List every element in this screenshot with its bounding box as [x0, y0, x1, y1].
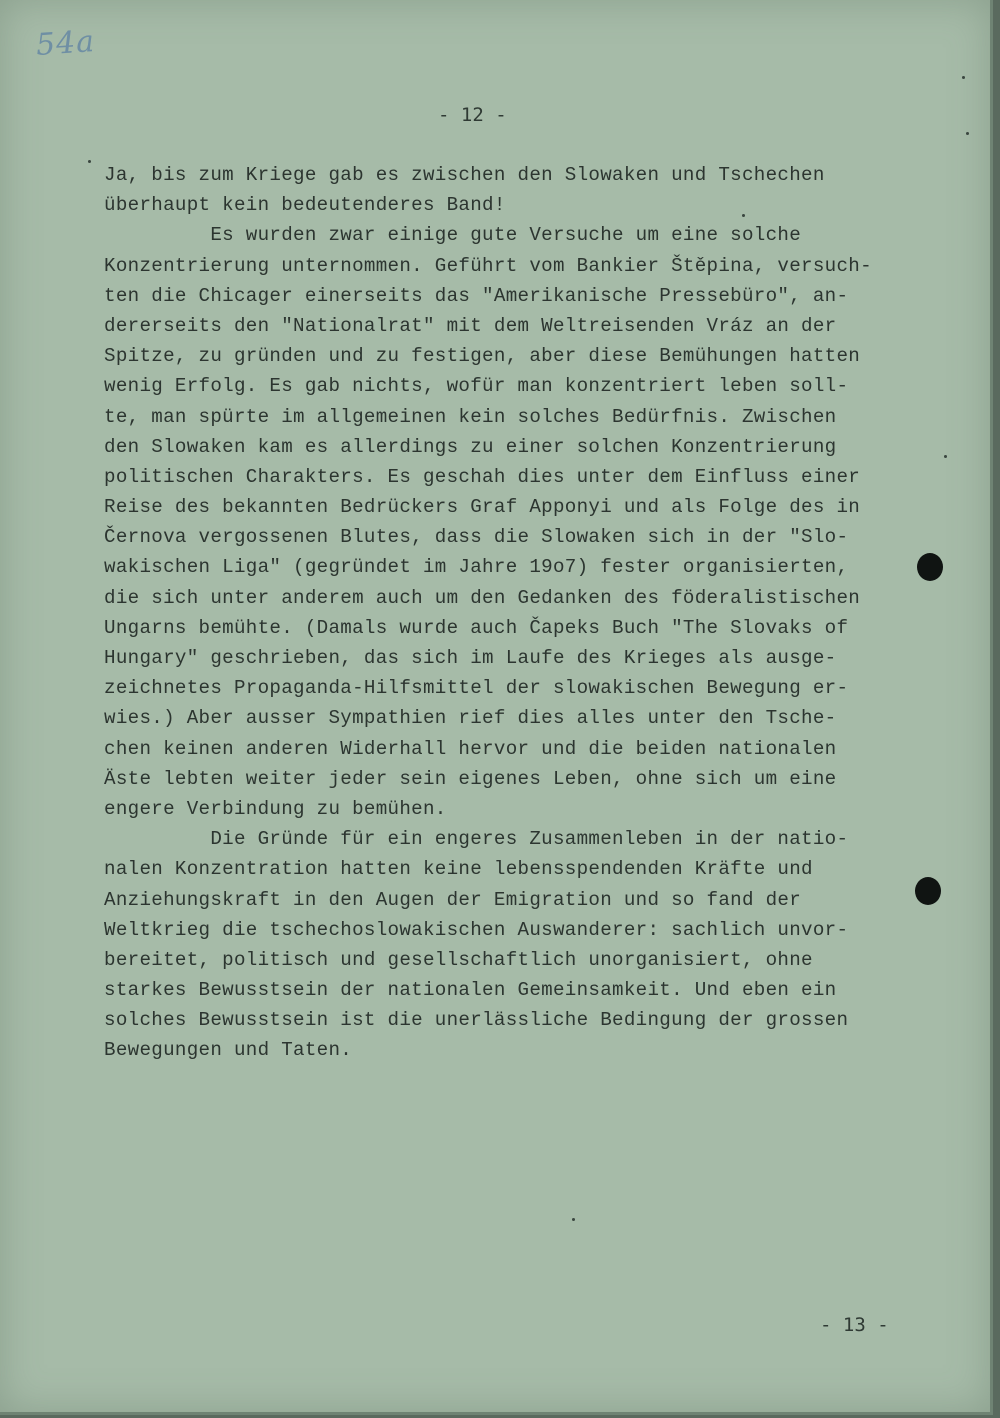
text-line: Konzentrierung unternommen. Geführt vom Bankier Štěpina, versuch- — [104, 254, 872, 277]
text-line: Reise des bekannten Bedrückers Graf Apponyi und als Folge des in — [104, 496, 861, 519]
page-number-bottom: - 13 - — [820, 1314, 889, 1336]
text-line: Die Gründe für ein engeres Zusammenleben in der natio- — [104, 828, 849, 851]
archive-mark: 54a — [34, 23, 97, 64]
text-line: Es wurden zwar einige gute Versuche um eine solche — [104, 224, 802, 247]
punch-hole-lower — [915, 877, 941, 905]
text-line: chen keinen anderen Widerhall hervor und die beiden nationalen — [104, 737, 837, 760]
text-line: Hungary" geschrieben, das sich im Laufe des Krieges als ausge- — [104, 647, 837, 669]
text-line: bereitet, politisch und gesellschaftlich unorganisiert, ohne — [104, 948, 813, 971]
page-number-top: - 12 - — [438, 104, 507, 126]
text-line: Anziehungskraft in den Augen der Emigration und so fand der — [104, 888, 802, 911]
speck — [572, 1218, 575, 1221]
text-line: starkes Bewusstsein der nationalen Gemeinsamkeit. Und eben ein — [104, 979, 837, 1002]
text-line: te, man spürte im allgemeinen kein solches Bedürfnis. Zwischen — [104, 405, 837, 428]
text-line: engere Verbindung zu bemühen. — [104, 797, 447, 820]
text-line: wies.) Aber ausser Sympathien rief dies alles unter den Tsche- — [104, 707, 837, 730]
text-line: Weltkrieg die tschechoslowakischen Auswanderer: sachlich unvor- — [104, 918, 849, 941]
text-line: Bewegungen und Taten. — [104, 1039, 353, 1062]
text-line: Černova vergossenen Blutes, dass die Slowaken sich in der "Slo- — [104, 526, 849, 549]
speck — [88, 160, 91, 163]
text-line: politischen Charakters. Es geschah dies unter dem Einfluss einer — [104, 465, 861, 488]
text-line: wakischen Liga" (gegründet im Jahre 19o7) fester organisierten, — [104, 556, 849, 579]
punch-hole-upper — [917, 553, 943, 581]
text-line: überhaupt kein bedeutenderes Band! — [104, 194, 506, 217]
text-line: solches Bewusstsein ist die unerlässliche Bedingung der grossen — [104, 1009, 849, 1032]
text-line: Ungarns bemühte. (Damals wurde auch Čapeks Buch "The Slovaks of — [104, 616, 849, 639]
text-line: wenig Erfolg. Es gab nichts, wofür man konzentriert leben soll- — [104, 375, 849, 398]
text-line: Äste lebten weiter jeder sein eigenes Leben, ohne sich um eine — [104, 767, 837, 790]
text-line: Ja, bis zum Kriege gab es zwischen den Slowaken und Tschechen — [104, 164, 825, 186]
text-line: die sich unter anderem auch um den Gedanken des föderalistischen — [104, 586, 861, 609]
text-line: ten die Chicager einerseits das "Amerikanische Pressebüro", an- — [104, 284, 849, 307]
text-line: den Slowaken kam es allerdings zu einer solchen Konzentrierung — [104, 435, 837, 458]
text-line: nalen Konzentration hatten keine lebensspendenden Kräfte und — [104, 858, 813, 881]
text-line: Spitze, zu gründen und zu festigen, aber diese Bemühungen hatten — [104, 345, 861, 368]
speck — [944, 455, 947, 458]
text-line: zeichnetes Propaganda-Hilfsmittel der slowakischen Bewegung er- — [104, 677, 849, 700]
text-line: dererseits den "Nationalrat" mit dem Weltreisenden Vráz an der — [104, 314, 837, 337]
speck — [962, 76, 965, 79]
speck — [742, 214, 745, 217]
speck — [966, 132, 969, 135]
typed-text-body — [104, 160, 894, 1066]
